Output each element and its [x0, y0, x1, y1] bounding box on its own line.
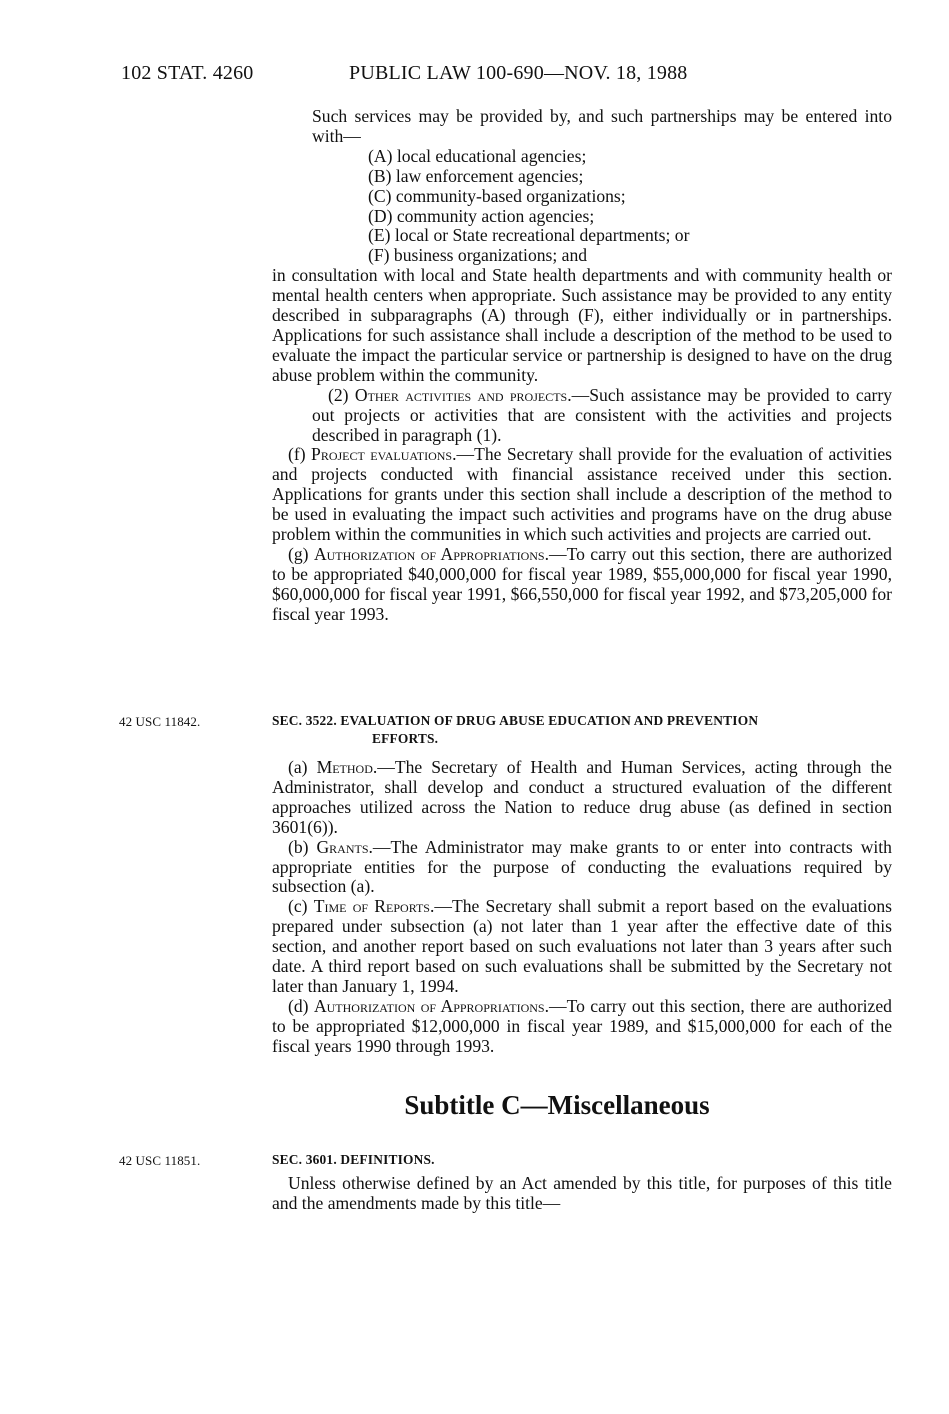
list-item: (F) business organizations; and [368, 245, 588, 266]
running-header: PUBLIC LAW 100-690—NOV. 18, 1988 [349, 62, 688, 84]
subtitle-heading: Subtitle C—Miscellaneous [404, 1090, 710, 1120]
paragraph-number: (2) [328, 384, 349, 405]
list-item: (A) local educational agencies; [368, 145, 587, 166]
subsection-d [272, 997, 892, 1057]
page-number-header: 102 STAT. 4260 [121, 62, 254, 84]
subsection-number: (d) [288, 995, 309, 1016]
section-3601-body [272, 1174, 892, 1214]
list-item: (B) law enforcement agencies; [368, 165, 584, 186]
list-item: (D) community action agencies; [368, 205, 595, 226]
subsection-text: —To carry out this section, there are authorized to be appropriated $40,000,000 for fiscal year 1989, $55,000,000 for fiscal year 1990, $60,000,000 for fiscal year 1991, $66,550,000 for fiscal year 1992, and $73,205,000 for fiscal year 1993. [272, 543, 892, 624]
section-heading [272, 712, 892, 748]
list-item: (E) local or State recreational departments; or [368, 225, 690, 246]
paragraph-heading: Other activities and projects. [354, 384, 572, 405]
subsection-number: (c) [288, 896, 308, 917]
subsection-text: —The Administrator may make grants to or enter into contracts with appropriate entities for the purpose of conducting the evaluations required by subsection (a). [272, 836, 892, 897]
paragraph-text: —Such assistance may be provided to carry out projects or activities that are consistent with the activities and projects described in paragraph (1). [312, 384, 893, 445]
subsection-g [272, 545, 892, 625]
subsection-heading: Authorization of Appropriations. [313, 995, 549, 1016]
subsection-heading: Grants. [316, 836, 373, 857]
section-continuation [272, 107, 892, 625]
margin-citation: 42 USC 11851. [119, 1153, 201, 1168]
entity-list [272, 147, 892, 266]
section-heading-line: EFFORTS. [372, 731, 439, 746]
subsection-text: —To carry out this section, there are authorized to be appropriated $12,000,000 in fiscal year 1989, and $15,000,000 for each of the fiscal years 1990 through 1993. [272, 995, 892, 1056]
subsection-number: (a) [288, 757, 308, 777]
subsection-text: —The Secretary of Health and Human Services, acting through the Administrator, shall develop and conduct a structured evaluation of the different approaches utilized across the Nation to reduce drug abuse (as defined in section 3601(6)). [272, 757, 892, 837]
section-heading: SEC. 3601. DEFINITIONS. [272, 1152, 435, 1167]
subsection-b [272, 838, 892, 898]
section-3522-body [272, 758, 892, 1057]
subsection-f [272, 445, 892, 545]
paragraph-other-activities [272, 386, 892, 446]
subsection-heading: Project evaluations. [311, 444, 457, 465]
paragraph-consultation: in consultation with local and State health departments and with community health or mental health centers when appropriate. Such assistance may be provided to any entity described in subparagraphs (A) through (F), either individually or in partnerships. Applications for such assistance shall include a description of the method to be used to evaluate the impact the particular service or partnership is designed to have on the drug abuse problem within the community. [272, 265, 892, 385]
subsection-number: (b) [288, 836, 309, 857]
definitions-intro: Unless otherwise defined by an Act amended by this title, for purposes of this title and the amendments made by this title— [272, 1173, 892, 1213]
subsection-heading: Time of Reports. [313, 896, 435, 917]
list-item: (C) community-based organizations; [368, 185, 626, 206]
subsection-number: (f) [288, 444, 306, 465]
subsection-heading: Method. [316, 757, 378, 777]
section-heading-line: SEC. 3522. EVALUATION OF DRUG ABUSE EDUCATION AND PREVENTION [272, 713, 759, 728]
subsection-c [272, 897, 892, 997]
subsection-a [272, 758, 892, 838]
paragraph-intro: Such services may be provided by, and such partnerships may be entered into with— [312, 106, 892, 146]
subsection-number: (g) [288, 543, 309, 564]
subsection-heading: Authorization of Appropriations. [313, 543, 549, 564]
subsection-text: —The Secretary shall submit a report based on the evaluations prepared under subsection (a) not later than 1 year after the effective date of this section, and another report based on such evaluations not later than 3 years after such date. A third report based on such evaluations shall be submitted by the Secretary not later than January 1, 1994. [272, 896, 892, 996]
subsection-text: —The Secretary shall provide for the evaluation of activities and projects conducted with financial assistance received under this section. Applications for grants under this section shall include a description of the method to be used in evaluating the impact such activities and programs have on the drug abuse problem within the communities in which such activities and projects are carried out. [272, 444, 892, 545]
margin-citation: 42 USC 11842. [119, 714, 201, 729]
